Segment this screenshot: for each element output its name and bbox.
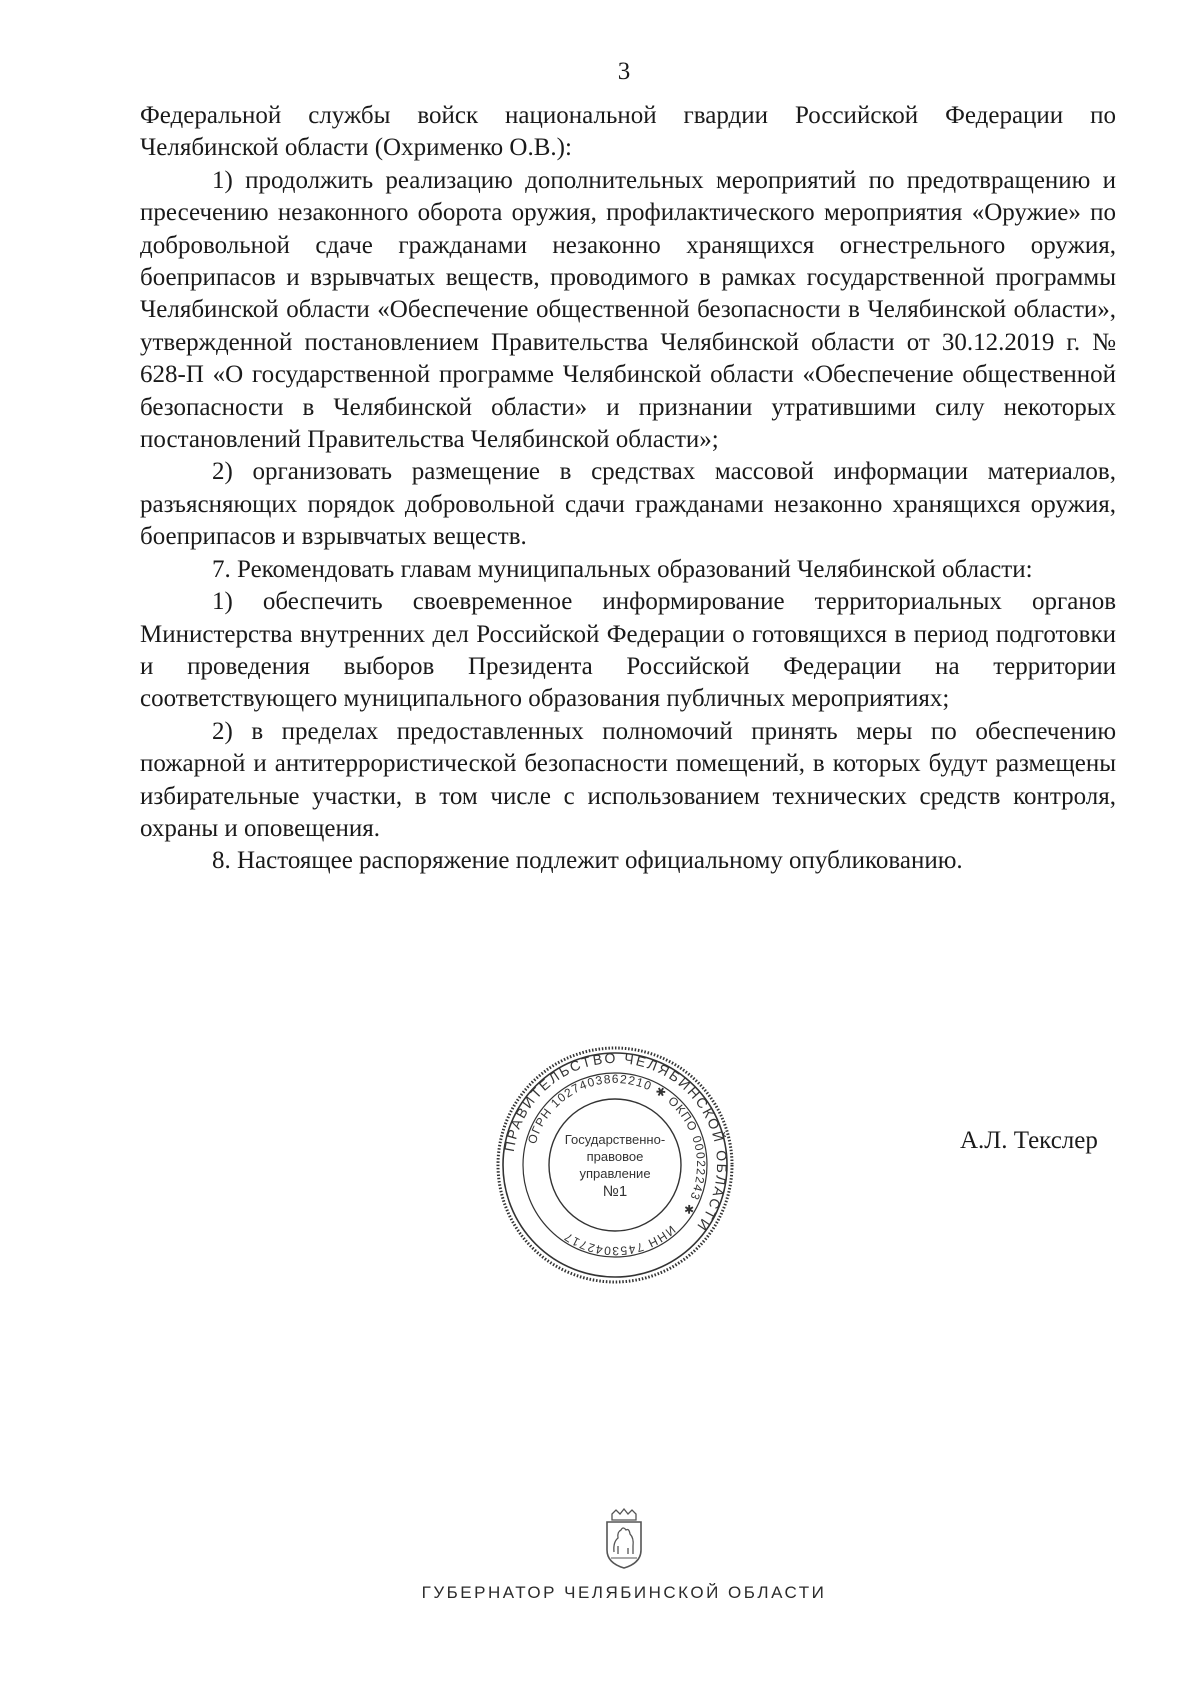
paragraph-2: 2) организовать размещение в средствах массовой информации материалов, разъясняющих порядок добровольной сдачи гражданами незаконно хранящихся оружия, боеприпасов и взрывчатых веществ. [140, 458, 1116, 551]
signature-name: А.Л. Текслер [960, 1127, 1098, 1154]
footer-title: ГУБЕРНАТОР ЧЕЛЯБИНСКОЙ ОБЛАСТИ [421, 1583, 827, 1602]
paragraph-0: Федеральной службы войск национальной гвардии Российской Федерации по Челябинской области (Охрименко О.В.): [140, 102, 1116, 162]
seal-center-line-4: №1 [602, 1183, 628, 1200]
paragraph-1: 1) продолжить реализацию дополнительных мероприятий по предотвращению и пресечению незаконного оборота оружия, профилактического мероприятия «Оружие» по добровольной сдаче гражданами незаконно хранящихся огнестрельного оружия, боеприпасов и взрывчатых веществ, проводимого в рамках государственной программы Челябинской области «Обеспечение общественной безопасности в Челябинской области», утвержденной постановлением Правительства Челябинской области от 30.12.2019 г. № 628-П «О государственной программе Челябинской области «Обеспечение общественной безопасности в Челябинской области» и признании утратившими силу некоторых постановлений Правительства Челябинской области»; [140, 166, 1116, 454]
seal-inner-ring [549, 1099, 681, 1231]
document-body [140, 100, 1116, 878]
seal-inner-text-bottom: ИНН 7453042717 [561, 1222, 679, 1259]
seal-inner-text-top: ОГРН 1027403862210 ✱ ОКПО 00022243 ✱ [524, 1071, 709, 1219]
seal-outer-text: ПРАВИТЕЛЬСТВО ЧЕЛЯБИНСКОЙ ОБЛАСТИ [500, 1049, 731, 1236]
paragraph-6: 8. Настоящее распоряжение подлежит официальному опубликованию. [212, 847, 963, 875]
paragraph-5: 2) в пределах предоставленных полномочий принять меры по обеспечению пожарной и антитеррористической безопасности помещений, в которых будут размещены избирательные участки, в том числе с использованием технических средств контроля, охраны и оповещения. [140, 717, 1116, 842]
seal-center-line-3: управление [579, 1166, 651, 1181]
seal-center-line-1: Государственно- [564, 1132, 666, 1147]
official-seal [495, 1045, 735, 1285]
seal-center-line-2: правовое [586, 1149, 644, 1164]
chelyabinsk-coat-of-arms-icon [602, 1508, 646, 1570]
page-number: 3 [617, 58, 631, 85]
paragraph-4: 1) обеспечить своевременное информирование территориальных органов Министерства внутренних дел Российской Федерации о готовящихся в период подготовки и проведения выборов Президента Российской Федерации на территории соответствующего муниципального образования публичных мероприятиях; [140, 588, 1116, 713]
paragraph-3: 7. Рекомендовать главам муниципальных образований Челябинской области: [212, 555, 1033, 583]
